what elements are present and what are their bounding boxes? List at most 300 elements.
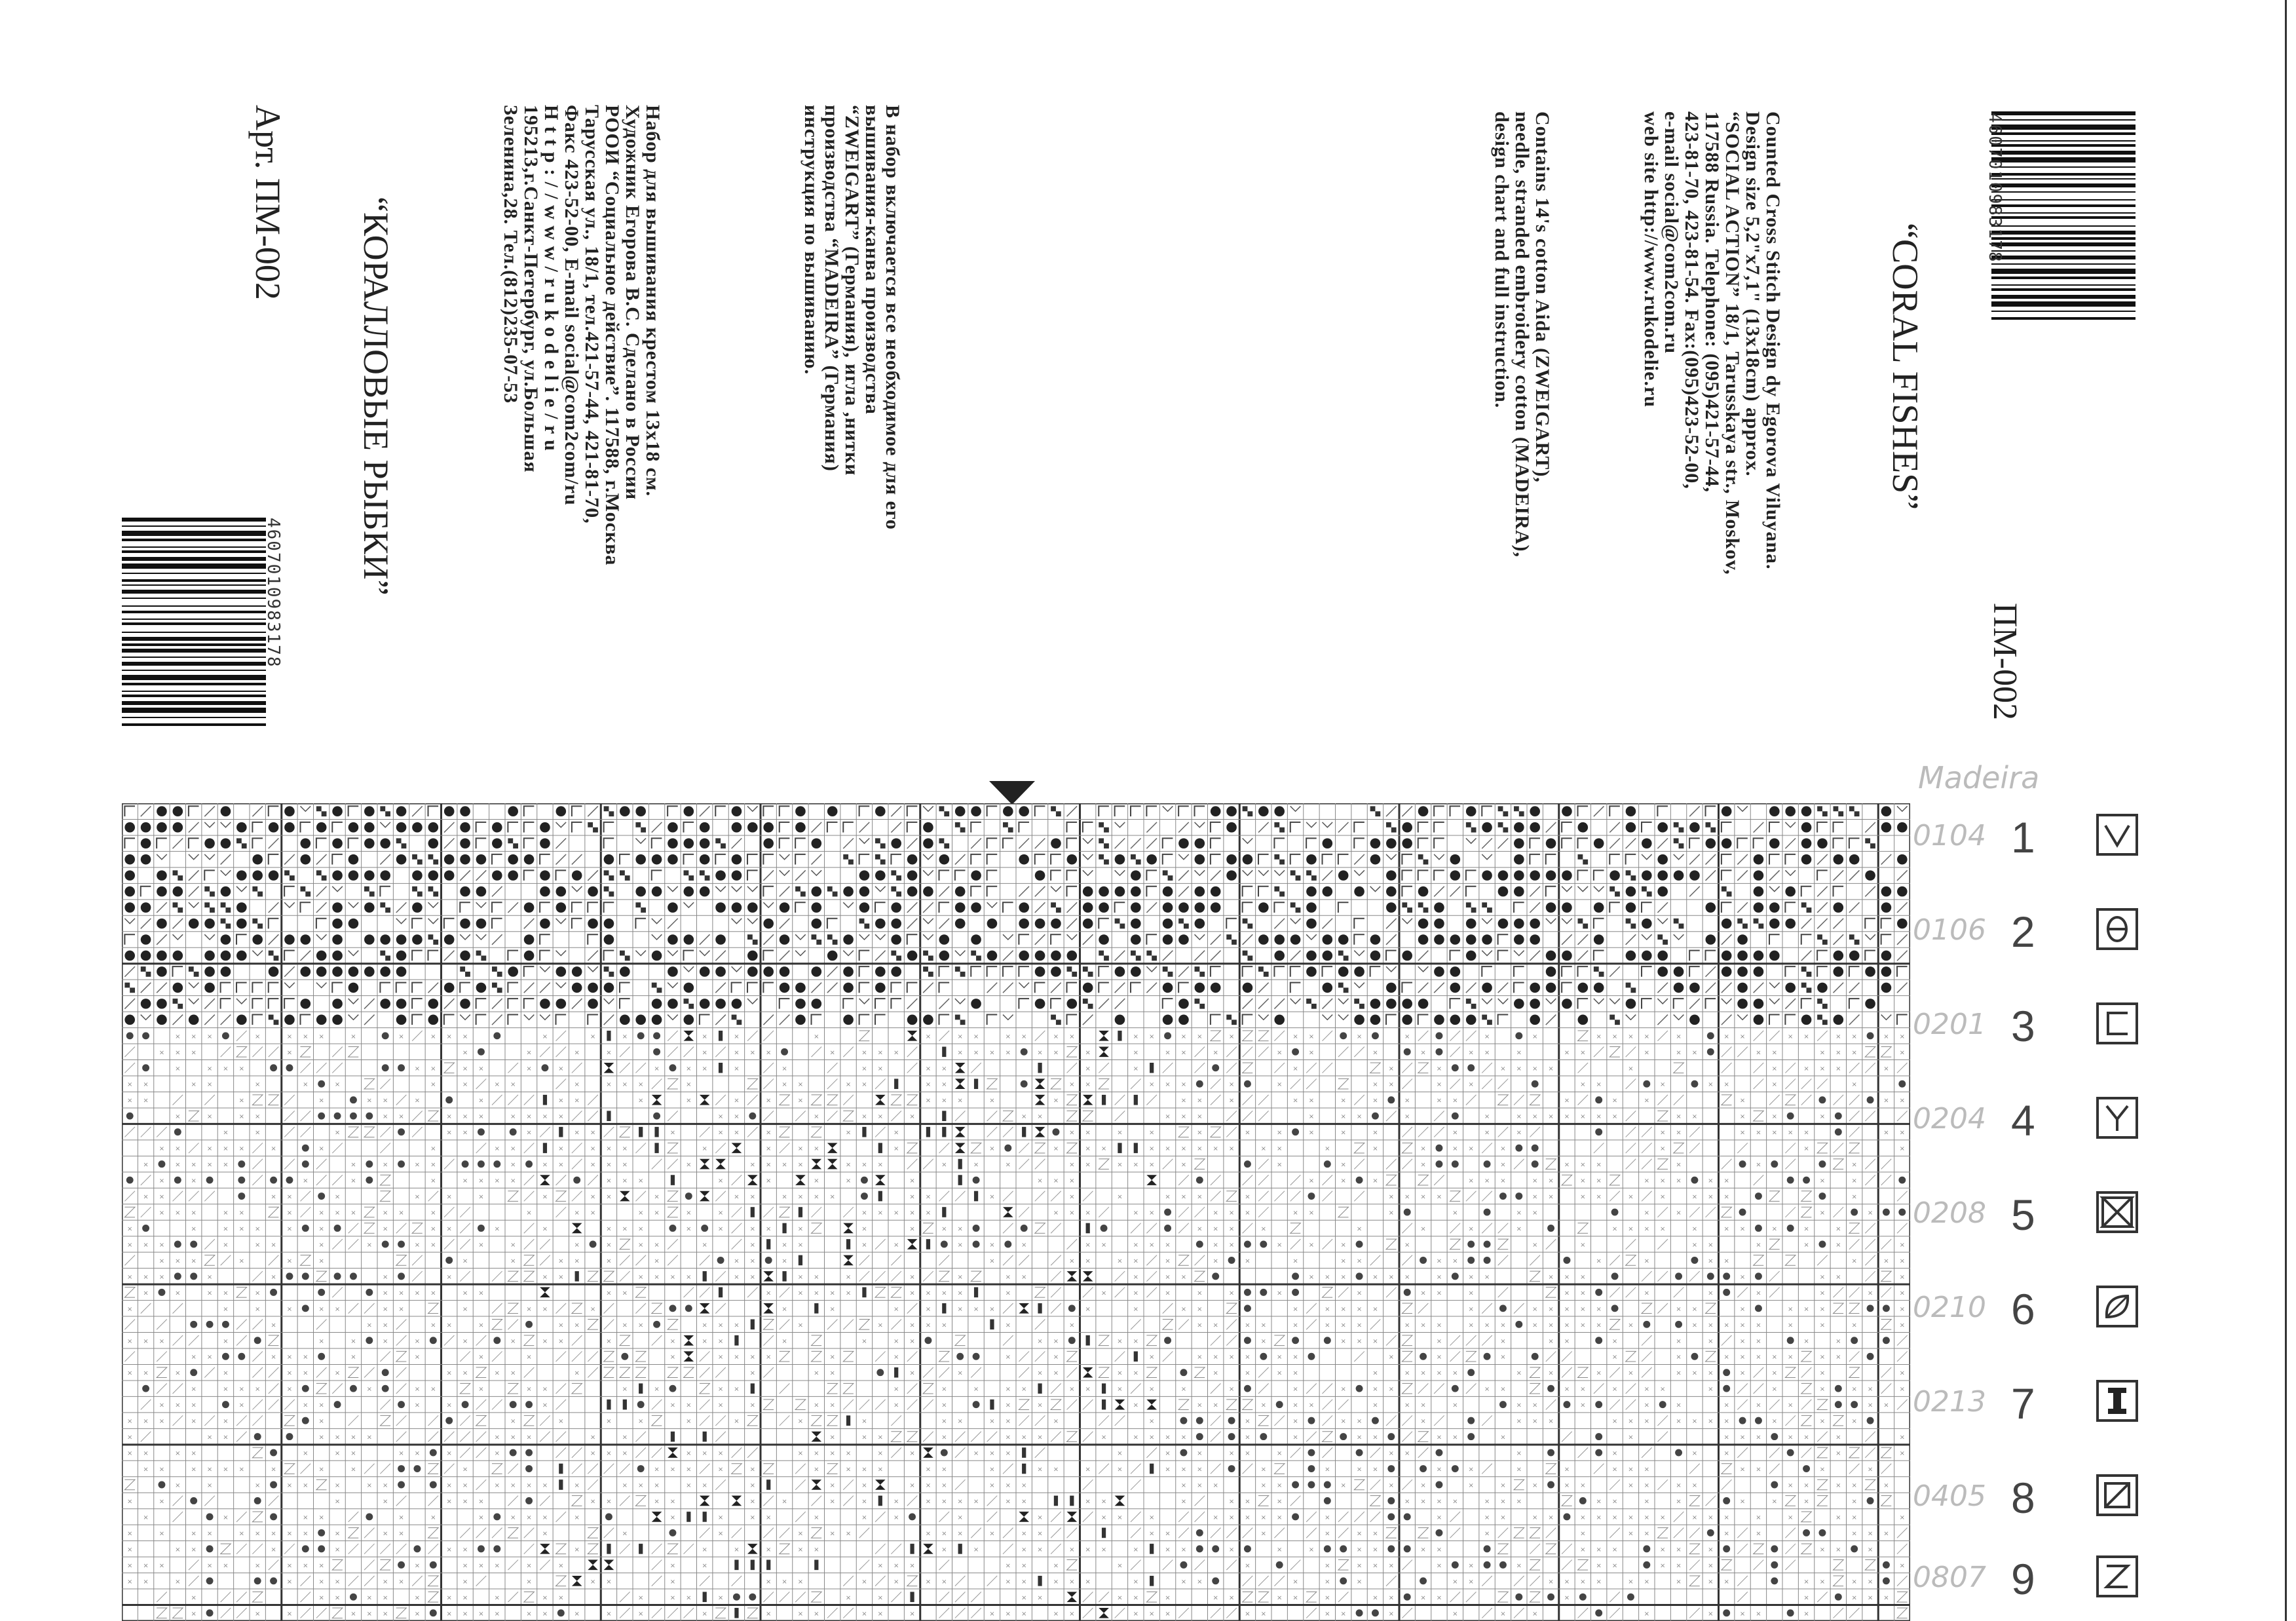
svg-text:×: × xyxy=(1228,1546,1235,1554)
svg-text:×: × xyxy=(1133,1161,1139,1169)
svg-text:×: × xyxy=(350,1450,356,1458)
svg-text:×: × xyxy=(318,1418,324,1426)
svg-text:×: × xyxy=(1197,1466,1203,1474)
legend-code: 0106 xyxy=(1913,913,1986,947)
svg-text:×: × xyxy=(1356,1418,1363,1426)
svg-text:×: × xyxy=(1420,1193,1426,1201)
svg-text:×: × xyxy=(749,1369,756,1377)
svg-text:×: × xyxy=(1516,1369,1522,1377)
svg-text:×: × xyxy=(1723,1081,1729,1089)
svg-text:×: × xyxy=(574,1610,580,1618)
svg-text:×: × xyxy=(286,1225,293,1233)
svg-text:×: × xyxy=(286,1049,293,1057)
svg-text:×: × xyxy=(925,1482,932,1489)
svg-text:×: × xyxy=(382,1482,388,1489)
svg-text:×: × xyxy=(1611,1113,1618,1121)
svg-text:×: × xyxy=(941,1225,947,1233)
svg-text:×: × xyxy=(414,1097,421,1105)
svg-text:×: × xyxy=(1388,1482,1395,1489)
svg-text:×: × xyxy=(989,1305,995,1313)
svg-text:×: × xyxy=(989,1450,995,1458)
svg-text:×: × xyxy=(1516,1466,1522,1474)
svg-text:×: × xyxy=(1085,1305,1091,1313)
svg-text:×: × xyxy=(1037,1466,1043,1474)
svg-text:×: × xyxy=(1101,1546,1107,1554)
svg-text:×: × xyxy=(765,1546,772,1554)
svg-text:×: × xyxy=(1691,1482,1698,1489)
svg-text:×: × xyxy=(1197,1145,1203,1153)
svg-text:×: × xyxy=(1564,1337,1570,1345)
svg-text:×: × xyxy=(1165,1257,1171,1265)
svg-text:×: × xyxy=(1676,1129,1682,1137)
svg-text:×: × xyxy=(510,1257,516,1265)
svg-text:×: × xyxy=(558,1322,564,1329)
svg-text:×: × xyxy=(1468,1578,1474,1586)
svg-text:×: × xyxy=(318,1434,324,1441)
svg-text:×: × xyxy=(382,1097,388,1105)
svg-text:×: × xyxy=(749,1482,756,1489)
svg-text:×: × xyxy=(1276,1289,1283,1297)
svg-text:×: × xyxy=(686,1402,692,1409)
svg-text:×: × xyxy=(350,1177,356,1185)
svg-text:×: × xyxy=(1835,1273,1841,1281)
svg-text:×: × xyxy=(1835,1065,1841,1073)
svg-text:×: × xyxy=(1213,1257,1218,1265)
svg-text:×: × xyxy=(1819,1210,1826,1217)
svg-text:×: × xyxy=(1644,1610,1650,1618)
svg-text:×: × xyxy=(590,1193,596,1201)
svg-text:×: × xyxy=(462,1113,468,1121)
svg-text:×: × xyxy=(1436,1193,1442,1201)
svg-text:×: × xyxy=(303,1177,309,1185)
svg-text:×: × xyxy=(1644,1530,1650,1538)
svg-text:×: × xyxy=(318,1337,324,1345)
svg-text:×: × xyxy=(1532,1322,1538,1329)
svg-text:×: × xyxy=(223,1418,229,1426)
svg-text:×: × xyxy=(749,1241,756,1249)
svg-text:×: × xyxy=(1372,1273,1378,1281)
svg-text:×: × xyxy=(175,1033,181,1040)
svg-text:×: × xyxy=(159,1530,165,1538)
ru-p2-line: “ZWEIGART” (Германия), игла ,нитки xyxy=(841,105,863,476)
svg-text:×: × xyxy=(1484,1498,1490,1506)
svg-text:×: × xyxy=(126,1273,133,1281)
svg-text:×: × xyxy=(1228,1081,1235,1089)
svg-text:×: × xyxy=(1260,1145,1267,1153)
svg-text:×: × xyxy=(478,1562,484,1570)
legend-code: 0208 xyxy=(1913,1196,1986,1230)
svg-text:×: × xyxy=(637,1097,644,1105)
svg-text:×: × xyxy=(1420,1546,1426,1554)
svg-text:×: × xyxy=(1708,1514,1714,1521)
svg-text:×: × xyxy=(1899,1033,1906,1040)
svg-text:×: × xyxy=(1372,1145,1378,1153)
svg-text:×: × xyxy=(366,1594,373,1602)
svg-text:×: × xyxy=(606,1241,612,1249)
svg-text:×: × xyxy=(1388,1193,1395,1201)
svg-text:×: × xyxy=(1356,1337,1363,1345)
svg-text:×: × xyxy=(206,1273,213,1281)
en-p1-line: 423-81-70, 423-81-54. Fax:(095)423-52-00, xyxy=(1681,111,1703,489)
svg-text:×: × xyxy=(542,1225,548,1233)
svg-text:×: × xyxy=(717,1386,724,1394)
svg-text:×: × xyxy=(1340,1482,1346,1489)
svg-text:×: × xyxy=(159,1418,165,1426)
svg-text:×: × xyxy=(1276,1081,1283,1089)
svg-text:×: × xyxy=(1835,1546,1841,1554)
barcode-left-number: 4607010983178 xyxy=(263,518,283,668)
svg-text:×: × xyxy=(925,1305,932,1313)
svg-text:×: × xyxy=(1325,1273,1330,1281)
svg-text:×: × xyxy=(542,1033,548,1040)
svg-text:×: × xyxy=(1165,1610,1171,1618)
svg-text:×: × xyxy=(1708,1193,1714,1201)
svg-text:×: × xyxy=(1532,1305,1538,1313)
svg-text:×: × xyxy=(797,1450,804,1458)
svg-text:×: × xyxy=(1069,1546,1075,1554)
svg-text:×: × xyxy=(462,1482,468,1489)
svg-text:×: × xyxy=(1037,1530,1043,1538)
svg-text:×: × xyxy=(159,1273,165,1281)
svg-text:×: × xyxy=(1532,1241,1538,1249)
svg-text:×: × xyxy=(1053,1097,1059,1105)
cross-stitch-chart xyxy=(122,803,1910,1621)
svg-text:×: × xyxy=(1723,1402,1729,1409)
svg-text:×: × xyxy=(1245,1514,1251,1521)
svg-text:×: × xyxy=(143,1514,149,1521)
svg-text:×: × xyxy=(1835,1033,1841,1040)
svg-text:×: × xyxy=(1037,1049,1043,1057)
svg-text:×: × xyxy=(510,1161,516,1169)
svg-text:×: × xyxy=(254,1562,261,1570)
svg-text:×: × xyxy=(159,1145,165,1153)
svg-text:×: × xyxy=(526,1210,532,1217)
svg-text:×: × xyxy=(1245,1450,1251,1458)
svg-text:×: × xyxy=(734,1065,740,1073)
svg-text:×: × xyxy=(861,1161,867,1169)
v-symbol-icon xyxy=(2096,814,2138,856)
svg-text:×: × xyxy=(814,1369,819,1377)
svg-text:×: × xyxy=(1356,1578,1363,1586)
svg-text:×: × xyxy=(1500,1514,1506,1521)
svg-text:×: × xyxy=(238,1225,245,1233)
svg-text:×: × xyxy=(334,1434,341,1441)
svg-text:×: × xyxy=(1388,1081,1395,1089)
svg-text:×: × xyxy=(1101,1241,1107,1249)
svg-text:×: × xyxy=(191,1530,197,1538)
svg-text:×: × xyxy=(1053,1354,1059,1362)
svg-text:×: × xyxy=(1851,1161,1857,1169)
svg-text:×: × xyxy=(861,1482,867,1489)
svg-text:×: × xyxy=(702,1337,707,1345)
svg-text:×: × xyxy=(622,1386,628,1394)
svg-text:×: × xyxy=(1133,1049,1139,1057)
svg-text:×: × xyxy=(1723,1225,1729,1233)
svg-text:×: × xyxy=(238,1402,245,1409)
svg-text:×: × xyxy=(1756,1514,1761,1521)
svg-text:×: × xyxy=(1005,1386,1011,1394)
svg-text:×: × xyxy=(1516,1418,1522,1426)
svg-text:×: × xyxy=(1819,1322,1826,1329)
svg-text:×: × xyxy=(430,1514,436,1521)
svg-text:×: × xyxy=(797,1081,804,1089)
svg-text:×: × xyxy=(1564,1594,1570,1602)
svg-text:×: × xyxy=(829,1498,835,1506)
legend-code: 0104 xyxy=(1913,819,1986,852)
svg-text:×: × xyxy=(238,1065,245,1073)
ru-p1-line: Художник Егорова В.С. Сделано в России xyxy=(622,105,643,501)
svg-text:×: × xyxy=(1069,1081,1075,1089)
svg-text:×: × xyxy=(159,1498,165,1506)
svg-text:×: × xyxy=(1867,1289,1873,1297)
svg-text:×: × xyxy=(893,1578,899,1586)
svg-text:×: × xyxy=(1771,1225,1778,1233)
svg-text:×: × xyxy=(1101,1514,1107,1521)
svg-text:×: × xyxy=(1803,1594,1809,1602)
svg-text:×: × xyxy=(1292,1305,1298,1313)
svg-text:×: × xyxy=(686,1450,692,1458)
bracket-symbol-icon xyxy=(2096,1002,2138,1044)
svg-text:×: × xyxy=(1803,1578,1809,1586)
svg-text:×: × xyxy=(1564,1289,1570,1297)
svg-text:×: × xyxy=(1356,1562,1363,1570)
svg-text:×: × xyxy=(909,1482,915,1489)
svg-text:×: × xyxy=(462,1289,468,1297)
svg-text:×: × xyxy=(1325,1305,1330,1313)
svg-text:×: × xyxy=(1308,1113,1315,1121)
svg-text:×: × xyxy=(1356,1434,1363,1441)
svg-text:×: × xyxy=(1596,1113,1602,1121)
svg-text:×: × xyxy=(717,1210,724,1217)
svg-text:×: × xyxy=(1005,1434,1011,1441)
svg-text:×: × xyxy=(1420,1161,1426,1169)
svg-text:×: × xyxy=(191,1402,197,1409)
svg-text:×: × xyxy=(1596,1498,1602,1506)
svg-text:×: × xyxy=(1644,1257,1650,1265)
en-p1-line: Counted Cross Stitch Design dy Egorova Viluyana. xyxy=(1762,111,1784,570)
svg-text:×: × xyxy=(1723,1322,1729,1329)
ru-p1-line: Набор для вышивания крестом 13x18 см. xyxy=(642,105,664,497)
svg-text:×: × xyxy=(286,1369,293,1377)
svg-text:×: × xyxy=(1436,1546,1442,1554)
svg-text:×: × xyxy=(1580,1241,1586,1249)
svg-text:×: × xyxy=(1325,1322,1330,1329)
svg-text:×: × xyxy=(1611,1562,1618,1570)
svg-text:×: × xyxy=(749,1466,756,1474)
svg-text:×: × xyxy=(606,1145,612,1153)
svg-text:×: × xyxy=(1819,1113,1826,1121)
svg-text:×: × xyxy=(206,1530,213,1538)
svg-text:×: × xyxy=(925,1081,932,1089)
svg-text:×: × xyxy=(1228,1145,1235,1153)
svg-text:×: × xyxy=(1468,1225,1474,1233)
svg-text:×: × xyxy=(1101,1145,1107,1153)
svg-text:×: × xyxy=(1580,1546,1586,1554)
svg-text:×: × xyxy=(1197,1482,1203,1489)
svg-text:×: × xyxy=(558,1065,564,1073)
svg-text:×: × xyxy=(1644,1049,1650,1057)
svg-text:×: × xyxy=(143,1369,149,1377)
svg-text:×: × xyxy=(238,1113,245,1121)
svg-text:×: × xyxy=(366,1386,373,1394)
svg-text:×: × xyxy=(1484,1033,1490,1040)
svg-text:×: × xyxy=(1133,1594,1139,1602)
svg-text:×: × xyxy=(1548,1305,1554,1313)
svg-text:×: × xyxy=(1436,1594,1442,1602)
svg-text:×: × xyxy=(1308,1273,1315,1281)
svg-text:×: × xyxy=(1899,1322,1906,1329)
svg-text:×: × xyxy=(1245,1210,1251,1217)
svg-text:×: × xyxy=(1005,1418,1011,1426)
svg-text:×: × xyxy=(829,1305,835,1313)
svg-text:×: × xyxy=(1356,1322,1363,1329)
svg-text:×: × xyxy=(1292,1257,1298,1265)
svg-text:×: × xyxy=(1867,1594,1873,1602)
svg-text:×: × xyxy=(1005,1610,1011,1618)
svg-text:×: × xyxy=(1356,1257,1363,1265)
svg-text:×: × xyxy=(1069,1129,1075,1137)
svg-text:×: × xyxy=(446,1546,452,1554)
svg-text:×: × xyxy=(526,1065,532,1073)
svg-text:×: × xyxy=(814,1145,819,1153)
svg-text:×: × xyxy=(1165,1273,1171,1281)
svg-text:×: × xyxy=(622,1289,628,1297)
en-p1-line: e-mail social@com2com.ru xyxy=(1661,111,1682,354)
svg-text:×: × xyxy=(542,1482,548,1489)
svg-text:×: × xyxy=(1867,1402,1873,1409)
svg-text:×: × xyxy=(494,1145,500,1153)
svg-text:×: × xyxy=(1276,1129,1283,1137)
svg-text:×: × xyxy=(1372,1594,1378,1602)
svg-text:×: × xyxy=(1165,1546,1171,1554)
svg-text:×: × xyxy=(1708,1562,1714,1570)
svg-text:×: × xyxy=(606,1225,612,1233)
svg-text:×: × xyxy=(861,1578,867,1586)
svg-text:×: × xyxy=(175,1450,181,1458)
svg-text:×: × xyxy=(1611,1514,1618,1521)
svg-text:×: × xyxy=(1771,1418,1778,1426)
svg-text:×: × xyxy=(1372,1466,1378,1474)
legend-row xyxy=(1913,1189,2280,1241)
svg-text:×: × xyxy=(223,1145,229,1153)
svg-text:×: × xyxy=(893,1562,899,1570)
svg-text:×: × xyxy=(734,1386,740,1394)
svg-text:×: × xyxy=(414,1354,421,1362)
svg-text:×: × xyxy=(1165,1241,1171,1249)
svg-text:×: × xyxy=(446,1498,452,1506)
svg-text:×: × xyxy=(398,1210,404,1217)
svg-text:×: × xyxy=(861,1610,867,1618)
svg-text:×: × xyxy=(1213,1354,1218,1362)
svg-text:×: × xyxy=(1883,1594,1889,1602)
legend-number: 7 xyxy=(2011,1379,2035,1428)
svg-text:×: × xyxy=(686,1418,692,1426)
svg-text:×: × xyxy=(574,1514,580,1521)
svg-text:×: × xyxy=(1133,1241,1139,1249)
svg-text:×: × xyxy=(1388,1210,1395,1217)
svg-text:×: × xyxy=(334,1369,341,1377)
svg-text:×: × xyxy=(1276,1482,1283,1489)
svg-text:×: × xyxy=(526,1610,532,1618)
svg-text:×: × xyxy=(1659,1129,1666,1137)
svg-text:×: × xyxy=(1644,1466,1650,1474)
svg-text:×: × xyxy=(1148,1081,1155,1089)
svg-text:×: × xyxy=(702,1241,707,1249)
svg-text:×: × xyxy=(303,1514,309,1521)
svg-text:×: × xyxy=(334,1129,341,1137)
svg-text:×: × xyxy=(654,1482,660,1489)
svg-text:×: × xyxy=(318,1145,324,1153)
svg-text:×: × xyxy=(606,1337,612,1345)
svg-text:×: × xyxy=(430,1241,436,1249)
svg-text:×: × xyxy=(1117,1161,1123,1169)
svg-text:×: × xyxy=(1180,1482,1187,1489)
svg-text:×: × xyxy=(350,1434,356,1441)
svg-text:×: × xyxy=(765,1097,772,1105)
i-beam-symbol-icon xyxy=(2096,1380,2138,1422)
svg-text:×: × xyxy=(1452,1129,1458,1137)
svg-text:×: × xyxy=(430,1065,436,1073)
svg-text:×: × xyxy=(1835,1514,1841,1521)
svg-text:×: × xyxy=(143,1562,149,1570)
svg-text:×: × xyxy=(686,1466,692,1474)
svg-text:×: × xyxy=(717,1594,724,1602)
svg-text:×: × xyxy=(1756,1530,1761,1538)
svg-text:×: × xyxy=(877,1466,884,1474)
svg-text:×: × xyxy=(1676,1033,1682,1040)
barcode-right xyxy=(1991,111,2155,328)
svg-text:×: × xyxy=(1148,1145,1155,1153)
svg-text:×: × xyxy=(430,1033,436,1040)
svg-text:×: × xyxy=(909,1210,915,1217)
svg-text:×: × xyxy=(1165,1049,1171,1057)
svg-text:×: × xyxy=(637,1241,644,1249)
svg-text:×: × xyxy=(1308,1177,1315,1185)
svg-text:×: × xyxy=(159,1241,165,1249)
svg-text:×: × xyxy=(781,1305,787,1313)
svg-text:×: × xyxy=(303,1450,309,1458)
svg-text:×: × xyxy=(430,1225,436,1233)
svg-text:×: × xyxy=(1005,1161,1011,1169)
svg-text:×: × xyxy=(1500,1145,1506,1153)
svg-text:×: × xyxy=(271,1145,276,1153)
svg-text:×: × xyxy=(1580,1193,1586,1201)
legend-code: 0201 xyxy=(1913,1008,1986,1041)
svg-text:×: × xyxy=(1691,1193,1698,1201)
svg-text:×: × xyxy=(1021,1562,1027,1570)
svg-text:×: × xyxy=(1468,1081,1474,1089)
svg-text:×: × xyxy=(223,1369,229,1377)
svg-text:×: × xyxy=(1899,1257,1906,1265)
svg-text:×: × xyxy=(1596,1177,1602,1185)
svg-text:×: × xyxy=(1228,1210,1235,1217)
svg-text:×: × xyxy=(334,1498,341,1506)
svg-text:×: × xyxy=(1197,1402,1203,1409)
svg-text:×: × xyxy=(1180,1386,1187,1394)
svg-text:×: × xyxy=(909,1225,915,1233)
svg-text:×: × xyxy=(1676,1305,1682,1313)
svg-text:×: × xyxy=(1276,1498,1283,1506)
svg-text:×: × xyxy=(1739,1273,1746,1281)
svg-text:×: × xyxy=(1197,1305,1203,1313)
svg-text:×: × xyxy=(654,1257,660,1265)
svg-text:×: × xyxy=(1628,1225,1634,1233)
legend-number: 9 xyxy=(2011,1555,2035,1603)
svg-text:×: × xyxy=(1532,1418,1538,1426)
svg-text:×: × xyxy=(303,1081,309,1089)
svg-text:×: × xyxy=(238,1466,245,1474)
svg-text:×: × xyxy=(223,1161,229,1169)
